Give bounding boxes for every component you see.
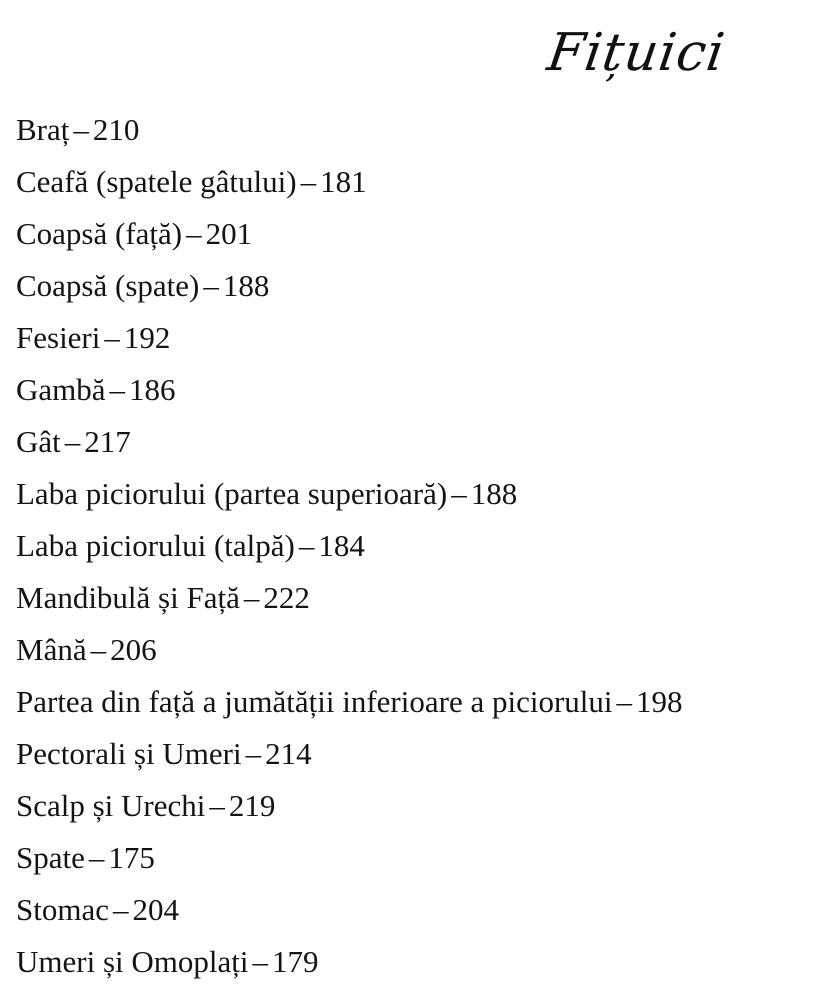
- index-entry-umeri-omoplati: [16, 936, 683, 988]
- index-entry-coapsa-fata: [16, 208, 683, 260]
- index-entry-scalp: [16, 780, 683, 832]
- entry-page-number: 206: [110, 632, 157, 667]
- entry-label: Mandibulă și Față: [16, 580, 240, 615]
- entry-separator: –: [90, 632, 107, 667]
- entry-page-number: 192: [123, 320, 171, 355]
- entry-page-number: 210: [92, 112, 140, 147]
- index-entry-mana: [16, 624, 683, 676]
- index-entry-mandibula: [16, 572, 683, 624]
- index-list: [16, 104, 683, 988]
- entry-label: Coapsă (față): [16, 216, 183, 251]
- entry-separator: –: [209, 788, 225, 823]
- entry-separator: –: [64, 424, 81, 459]
- index-entry-laba-talpa: [16, 520, 683, 572]
- index-entry-gamba: [16, 364, 683, 416]
- entry-page-number: 181: [320, 164, 367, 199]
- entry-separator: –: [300, 164, 317, 199]
- index-entry-stomac: [16, 884, 683, 936]
- entry-page-number: 204: [132, 892, 179, 927]
- entry-page-number: 198: [636, 684, 683, 719]
- entry-page-number: 175: [108, 840, 155, 875]
- entry-page-number: 186: [129, 372, 176, 407]
- entry-page-number: 179: [271, 944, 319, 979]
- entry-separator: –: [451, 476, 467, 511]
- entry-label: Fesieri: [16, 320, 101, 355]
- index-entry-pectorali: [16, 728, 683, 780]
- entry-page-number: 222: [263, 580, 310, 615]
- entry-page-number: 184: [318, 528, 365, 563]
- entry-page-number: 188: [222, 268, 270, 303]
- entry-label: Scalp și Urechi: [16, 788, 206, 823]
- entry-label: Laba piciorului (partea superioară): [16, 476, 448, 511]
- entry-label: Laba piciorului (talpă): [16, 528, 295, 563]
- entry-page-number: 217: [84, 424, 131, 459]
- entry-separator: –: [186, 216, 202, 251]
- entry-page-number: 201: [205, 216, 253, 251]
- entry-separator: –: [203, 268, 219, 303]
- entry-separator: –: [243, 580, 260, 615]
- entry-label: Mână: [16, 632, 87, 667]
- entry-separator: –: [109, 372, 126, 407]
- index-entry-ceafa: [16, 156, 683, 208]
- entry-page-number: 214: [265, 736, 312, 771]
- index-entry-brat: [16, 104, 683, 156]
- entry-label: Stomac: [16, 892, 109, 927]
- entry-label: Pectorali și Umeri: [16, 736, 242, 771]
- entry-separator: –: [252, 944, 268, 979]
- entry-label: Gambă: [16, 372, 106, 407]
- entry-separator: –: [113, 892, 129, 927]
- entry-separator: –: [616, 684, 632, 719]
- index-entry-fesieri: [16, 312, 683, 364]
- entry-label: Coapsă (spate): [16, 268, 200, 303]
- entry-label: Spate: [16, 840, 85, 875]
- index-entry-coapsa-spate: [16, 260, 683, 312]
- index-entry-gat: [16, 416, 683, 468]
- entry-label: Gât: [16, 424, 61, 459]
- entry-separator: –: [73, 112, 89, 147]
- page-title: Fițuici: [543, 23, 729, 83]
- entry-separator: –: [104, 320, 120, 355]
- index-entry-partea-din-fata: [16, 676, 683, 728]
- entry-separator: –: [88, 840, 105, 875]
- entry-page-number: 188: [470, 476, 518, 511]
- entry-separator: –: [298, 528, 315, 563]
- entry-separator: –: [245, 736, 262, 771]
- index-entry-spate: [16, 832, 683, 884]
- index-entry-laba-superioara: [16, 468, 683, 520]
- entry-label: Braț: [16, 112, 70, 147]
- entry-label: Umeri și Omoplați: [16, 944, 249, 979]
- entry-label: Partea din față a jumătății inferioare a piciorului: [16, 684, 613, 719]
- entry-label: Ceafă (spatele gâtului): [16, 164, 297, 199]
- entry-page-number: 219: [228, 788, 276, 823]
